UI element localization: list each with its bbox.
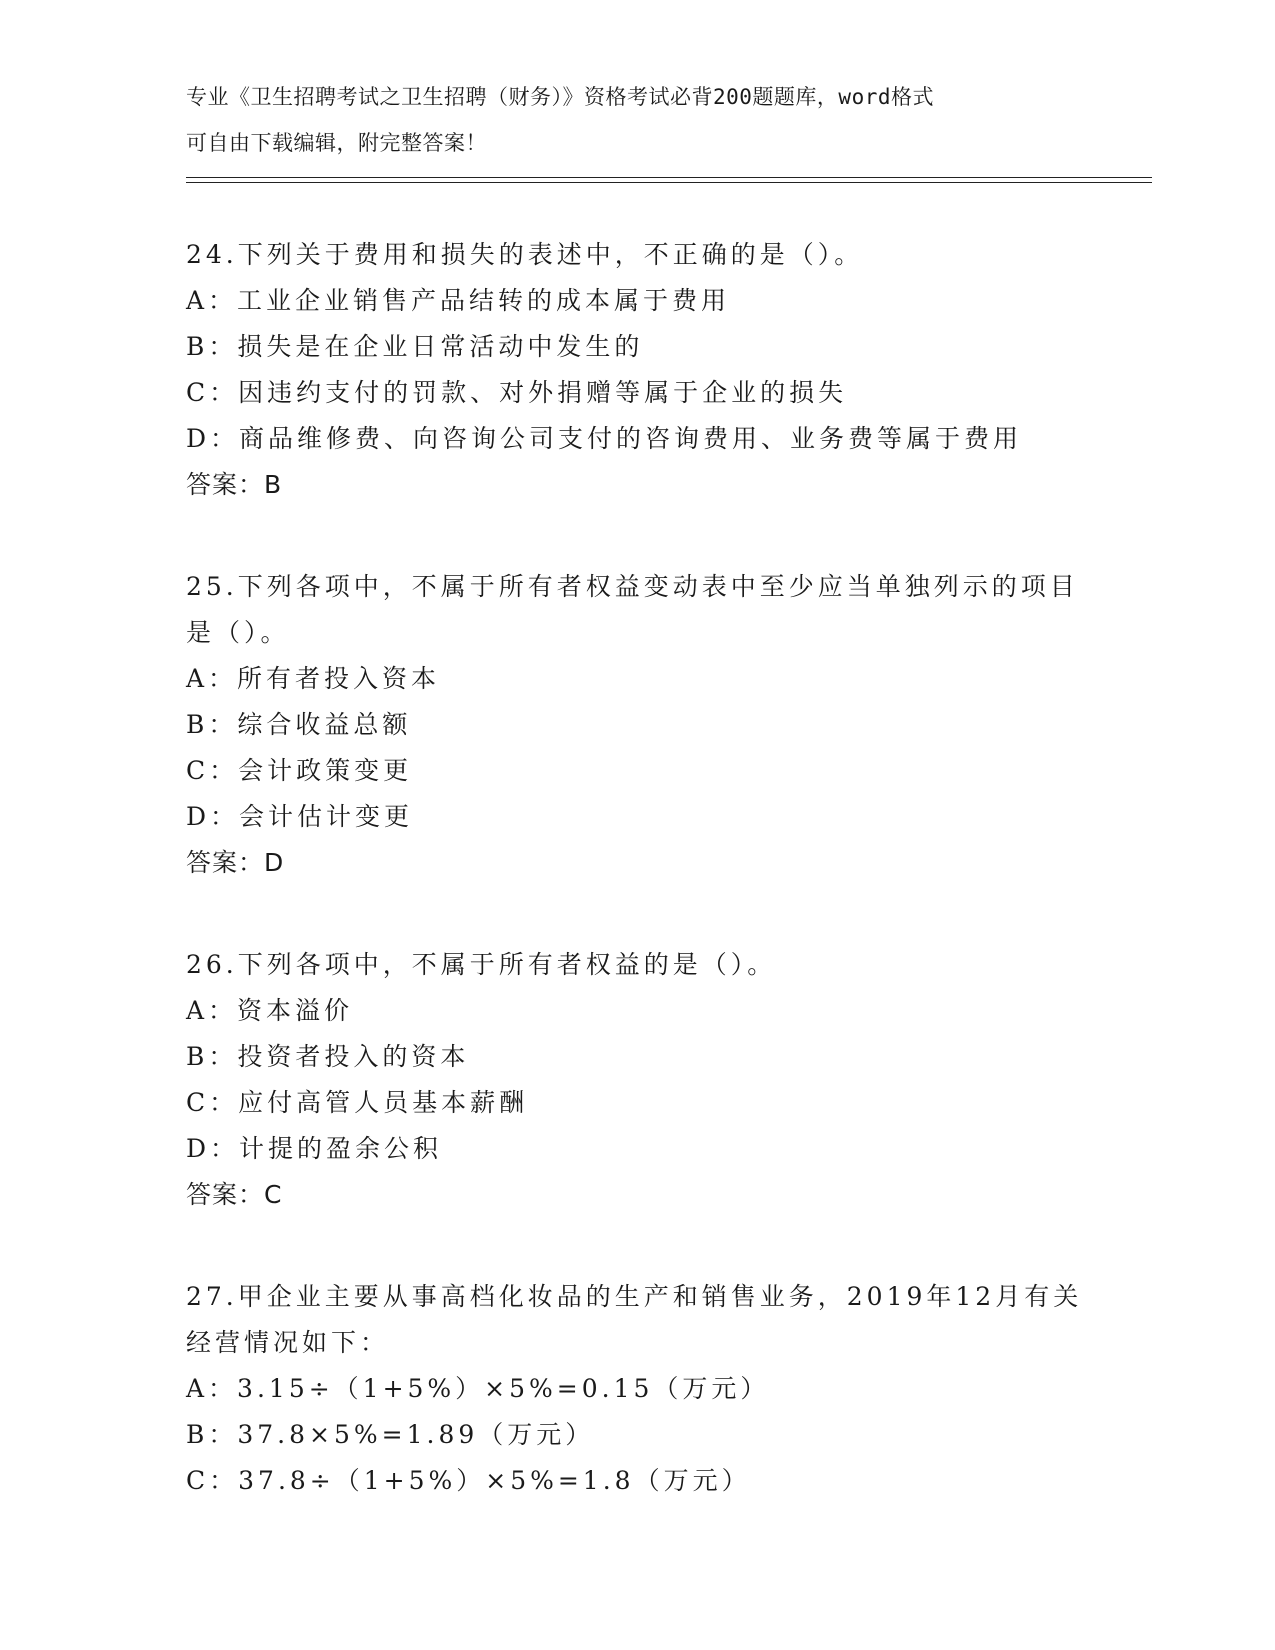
question-stem: 26.下列各项中，不属于所有者权益的是（）。 [186,950,777,979]
question-24 [186,232,1086,508]
option-a: A：工业企业销售产品结转的成本属于费用 [186,286,731,315]
option-d: D：会计估计变更 [186,802,414,831]
header-divider-bottom [186,182,1152,183]
option-b: B：综合收益总额 [186,710,412,739]
answer: 答案：B [186,470,283,499]
option-b: B：37.8×5%=1.89（万元） [186,1420,595,1449]
option-c: C：因违约支付的罚款、对外捐赠等属于企业的损失 [186,378,848,407]
header-divider-top [186,177,1152,178]
question-stem-continued: 是（）。 [186,618,290,647]
option-c: C：37.8÷（1+5%）×5%=1.8（万元） [186,1466,751,1495]
question-stem: 24.下列关于费用和损失的表述中，不正确的是（）。 [186,240,864,269]
header-line-2: 可自由下载编辑，附完整答案！ [186,131,487,155]
question-26 [186,942,1086,1218]
question-stem: 25.下列各项中，不属于所有者权益变动表中至少应当单独列示的项目 [186,572,1079,601]
answer: 答案：D [186,848,285,877]
option-d: D：计提的盈余公积 [186,1134,443,1163]
question-stem-continued: 经营情况如下： [186,1328,390,1357]
option-b: B：投资者投入的资本 [186,1042,470,1071]
question-stem: 27.甲企业主要从事高档化妆品的生产和销售业务，2019年12月有关 [186,1282,1083,1311]
option-c: C：会计政策变更 [186,756,413,785]
option-a: A：所有者投入资本 [186,664,441,693]
option-c: C：应付高管人员基本薪酬 [186,1088,529,1117]
option-a: A：3.15÷（1+5%）×5%=0.15（万元） [186,1374,770,1403]
question-list [186,232,1086,1560]
option-a: A：资本溢价 [186,996,354,1025]
option-b: B：损失是在企业日常活动中发生的 [186,332,644,361]
option-d: D：商品维修费、向咨询公司支付的咨询费用、业务费等属于费用 [186,424,1023,453]
document-header [186,74,1066,166]
question-27 [186,1274,1086,1504]
header-line-1: 专业《卫生招聘考试之卫生招聘（财务）》资格考试必背200题题库，word格式 [186,85,934,109]
question-25 [186,564,1086,886]
answer: 答案：C [186,1180,283,1209]
